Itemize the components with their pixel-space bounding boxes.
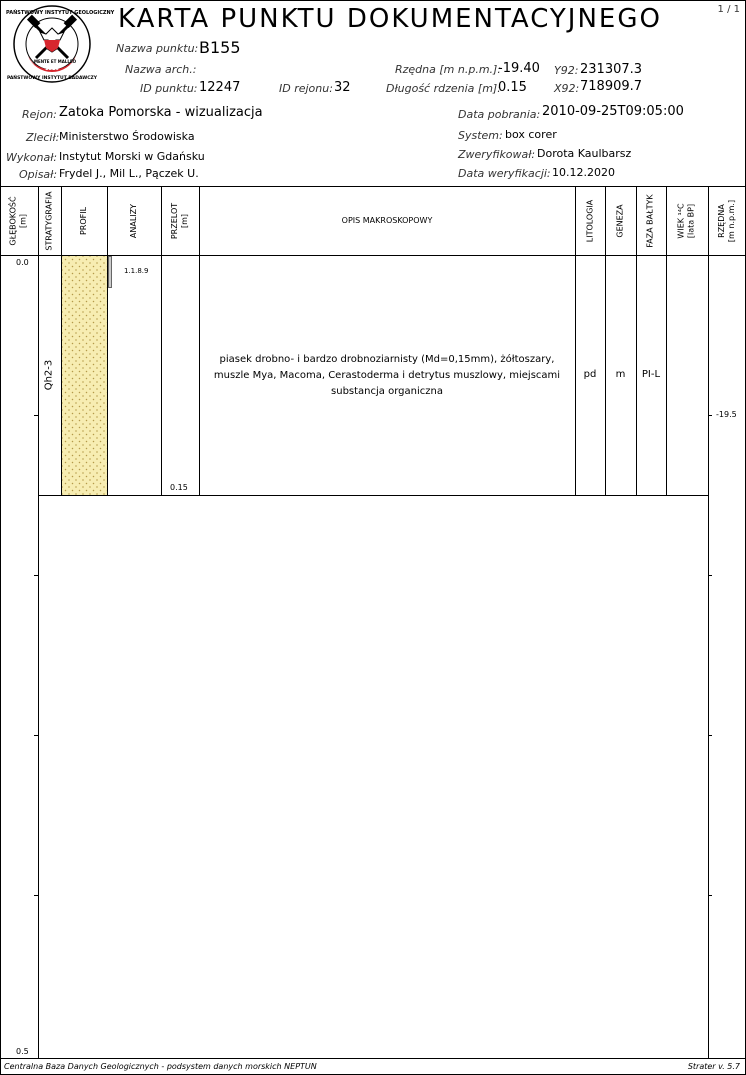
nazwa-punktu-label: Nazwa punktu: (116, 42, 199, 55)
id-rejonu-value: 32 (334, 80, 351, 95)
dlugosc-label: Długość rdzenia [m]: (386, 82, 501, 95)
wykonal-label: Wykonał: (6, 151, 58, 164)
rejon-value: Zatoka Pomorska - wizualizacja (59, 105, 263, 120)
col-header-rzedna: RZĘDNA [m n.p.m.] (717, 199, 736, 242)
analysis-sample-marker (108, 256, 112, 288)
y92-value: 231307.3 (580, 62, 643, 77)
dlugosc-value: 0.15 (498, 80, 527, 95)
depth-top-label: 0.0 (16, 258, 29, 267)
layer-profile-sand-pattern (62, 256, 107, 495)
rzedna-value: -19.40 (498, 61, 540, 76)
system-label: System: (458, 129, 503, 142)
data-pobrania-value: 2010-09-25T09:05:00 (542, 104, 684, 119)
col-header-profil: PROFIL (78, 206, 88, 235)
depth-tick (34, 735, 38, 736)
rzedna-tick (708, 415, 712, 416)
pig-logo (6, 4, 115, 84)
layer-rzedna: -19.5 (716, 410, 737, 419)
opisal-value: Frydel J., Mil L., Pączek U. (59, 167, 199, 180)
depth-tick (34, 895, 38, 896)
rzedna-tick (708, 735, 712, 736)
layer-geneza: m (615, 369, 626, 380)
zweryfikowal-value: Dorota Kaulbarsz (537, 147, 632, 160)
rzedna-label: Rzędna [m n.p.m.]: (395, 63, 502, 76)
col-header-litologia: LITOLOGIA (585, 199, 594, 242)
nazwa-arch-label: Nazwa arch.: (125, 63, 197, 76)
id-punktu-label: ID punktu: (140, 82, 198, 95)
layer-faza: PI-L (641, 369, 661, 380)
page-counter: 1 / 1 (717, 4, 740, 15)
zweryfikowal-label: Zweryfikował: (458, 148, 536, 161)
zlecil-label: Zlecił: (26, 131, 60, 144)
y92-label: Y92: (554, 64, 579, 77)
rzedna-tick (708, 575, 712, 576)
layer-przelot-value: 0.15 (170, 483, 188, 492)
layer-litologia: pd (583, 369, 597, 380)
rzedna-tick (708, 895, 712, 896)
col-header-analizy: ANALIZY (129, 203, 138, 238)
footer-top-border (0, 1058, 746, 1059)
layer-description: piasek drobno- i bardzo drobnoziarnisty (Md=0,15mm), żółtoszary, muszle Mya, Macoma, Cerastoderma i detrytus muszlowy, miejscami substancja organiczna (213, 354, 561, 397)
col-header-przelot: PRZELOT [m] (170, 202, 189, 239)
layer-stratigraphy: Qh2-3 (43, 359, 55, 391)
col-header-glebokosc: GŁĘBOKOŚĆ [m] (9, 195, 29, 246)
logo-ring-top: PAŃSTWOWY INSTYTUT GEOLOGICZNY (6, 10, 115, 16)
id-rejonu-label: ID rejonu: (279, 82, 333, 95)
col-header-opis: OPIS MAKROSKOPOWY (341, 216, 433, 225)
logo-year: 1919 (45, 66, 59, 72)
col-header-stratygrafia: STRATYGRAFIA (44, 190, 54, 251)
nazwa-punktu-value: B155 (199, 38, 241, 57)
page-title: KARTA PUNKTU DOKUMENTACYJNEGO (118, 4, 662, 34)
system-value: box corer (505, 128, 557, 141)
logo-seal-icon (6, 4, 115, 84)
logo-motto: MENTE ET MALLEO (34, 59, 77, 64)
data-weryfikacji-value: 10.12.2020 (552, 166, 615, 179)
col-header-faza: FAZA BAŁTYK (646, 193, 655, 248)
rejon-label: Rejon: (22, 108, 57, 121)
x92-label: X92: (554, 82, 580, 95)
depth-bottom-label: 0.5 (16, 1047, 29, 1056)
footer-version: Strater v. 5.7 (687, 1062, 740, 1071)
col-header-geneza: GENEZA (615, 203, 625, 238)
footer-source: Centralna Baza Danych Geologicznych - podsystem danych morskich NEPTUN (4, 1062, 317, 1071)
col-divider-rzedna (708, 186, 709, 1058)
data-weryfikacji-label: Data weryfikacji: (458, 167, 551, 180)
wykonal-value: Instytut Morski w Gdańsku (59, 150, 205, 163)
depth-tick (34, 575, 38, 576)
col-header-wiek: WIEK ¹⁴C [lata BP] (677, 202, 696, 239)
logo-ring-bottom: PAŃSTWOWY INSTYTUT BADAWCZY (6, 76, 98, 81)
layer-bottom-border (39, 495, 708, 496)
zlecil-value: Ministerstwo Środowiska (59, 130, 195, 143)
id-punktu-value: 12247 (199, 80, 241, 95)
layer-analysis-code: 1.1.8.9 (124, 267, 149, 275)
x92-value: 718909.7 (580, 79, 643, 94)
data-pobrania-label: Data pobrania: (458, 108, 541, 121)
opisal-label: Opisał: (19, 168, 58, 181)
